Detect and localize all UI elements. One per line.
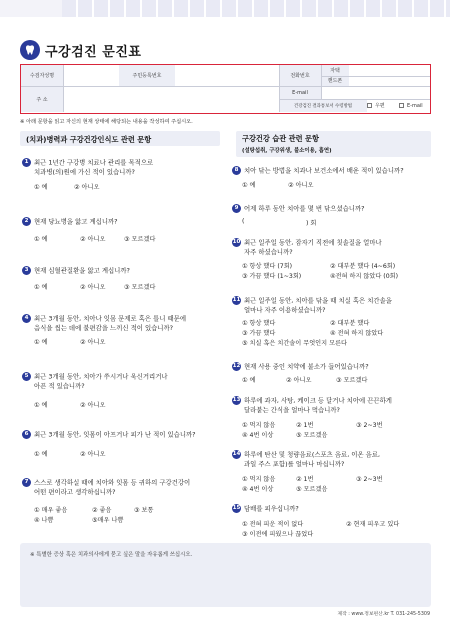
answer-option[interactable]: ③ 모르겠다	[124, 236, 156, 243]
table-divider	[321, 65, 322, 99]
question-text-cont: 얼마나 자주 이용하셨습니까?	[244, 305, 326, 314]
question-number: 7	[22, 478, 31, 487]
question-text: 현재 사용 중인 치약에 불소가 들어있습니까?	[244, 362, 369, 371]
method-mail-option[interactable]	[367, 99, 399, 112]
question-text-cont: 음식을 씹는 데에 불편감을 느끼신 적이 있습니까?	[34, 323, 174, 332]
question-text-cont: 치과병(의)원에 가신 적이 있습니까?	[34, 167, 135, 176]
question-text-cont: 달라붙는 간식을 얼마나 먹습니까?	[244, 405, 340, 414]
table-divider	[321, 76, 430, 77]
address-field[interactable]	[63, 86, 279, 112]
resident-number-field[interactable]	[175, 65, 279, 86]
question-6	[22, 430, 196, 440]
top-banner-corner	[0, 0, 62, 17]
question-number: 4	[22, 314, 31, 323]
question-15	[232, 504, 299, 514]
answer-option[interactable]: ② 아니오	[288, 182, 314, 189]
question-text: 하루에 탄산 및 청량음료(스포츠 음료, 이온 음료,	[244, 450, 381, 459]
question-text: 어제 하루 동안 치아를 몇 번 닦으셨습니까?	[244, 204, 365, 213]
examinee-name-label: 수검자성명	[21, 65, 63, 86]
answer-option[interactable]: ① 전혀 피운 적이 없다	[242, 521, 304, 528]
answer-option[interactable]: ③ 2~3번	[356, 422, 383, 429]
title-row	[20, 39, 141, 61]
tooth-icon	[20, 40, 40, 60]
table-divider	[21, 86, 430, 87]
question-number: 1	[22, 158, 31, 167]
question-13	[232, 396, 392, 415]
answer-option[interactable]: ② 아니오	[74, 184, 100, 191]
question-text: 최근 1년간 구강병 치료나 관리를 목적으로	[34, 158, 154, 167]
answer-option[interactable]: ② 아니오	[80, 284, 106, 291]
answer-option[interactable]: ② 아니오	[80, 236, 106, 243]
question-9	[232, 204, 365, 214]
question-14	[232, 450, 380, 469]
answer-option[interactable]: ② 좋음	[92, 507, 112, 514]
resident-number-label: 주민등록번호	[119, 65, 175, 86]
question-text: 하루에 과자, 사탕, 케이크 등 달거나 치아에 끈끈하게	[244, 396, 392, 405]
answer-option[interactable]: ② 대부분 했다 (4~6회)	[330, 263, 396, 270]
question-number: 8	[232, 166, 241, 175]
answer-option[interactable]: ② 대부분 했다	[330, 320, 370, 327]
examinee-name-field[interactable]	[63, 65, 119, 86]
phone-mobile-field[interactable]	[349, 76, 432, 87]
question-number: 13	[232, 397, 241, 403]
question-text-cont: 어떤 편이라고 생각하십니까?	[34, 487, 116, 496]
answer-option[interactable]: ⑤ 모르겠음	[296, 432, 328, 439]
answer-option[interactable]: ③ 가끔 했다	[242, 330, 276, 337]
answer-option[interactable]: ① 예	[34, 451, 48, 458]
question-number: 9	[232, 204, 241, 213]
answer-option[interactable]: ② 1번	[296, 422, 314, 429]
question-7	[22, 478, 190, 497]
answer-option[interactable]: ① 예	[34, 284, 48, 291]
instruction-note: ※ 아래 문항을 읽고 자신의 현재 상태에 해당되는 내용을 작성하여 주십시오.	[20, 119, 193, 125]
answer-option[interactable]: ① 항상 했다	[242, 320, 276, 327]
answer-option[interactable]: ③ 모르겠다	[336, 377, 368, 384]
question-text-cont: 아픈 적 있습니까?	[34, 381, 85, 390]
phone-mobile-label: 핸드폰	[321, 76, 349, 87]
answer-paren-open: (	[242, 218, 245, 225]
question-4	[22, 314, 186, 333]
table-divider	[279, 65, 280, 112]
question-number: 11	[232, 297, 241, 303]
result-method-label: 건강검진 결과통보서 수령방법	[279, 99, 367, 112]
answer-option[interactable]: ⑤매우 나쁨	[92, 517, 124, 524]
phone-home-label: 자택	[321, 65, 349, 76]
question-text: 최근 3개월 동안, 치아나 잇몸 문제로 혹은 틀니 때문에	[34, 314, 186, 323]
question-text: 최근 3개월 동안, 잇몸이 아프거나 피가 난 적이 있습니까?	[34, 430, 196, 439]
answer-option[interactable]: ⑤ 치실 혹은 치간솔이 무엇인지 모른다	[242, 340, 348, 347]
question-12	[232, 362, 369, 372]
question-11	[232, 296, 392, 315]
question-number: 14	[232, 451, 241, 457]
question-5	[22, 372, 168, 391]
answer-option[interactable]: ② 아니오	[80, 451, 106, 458]
question-text: 최근 3개월 동안, 치아가 쑤시거나 욱신거리거나	[34, 372, 168, 381]
method-mail-label: 우편	[375, 103, 385, 109]
question-number: 5	[22, 372, 31, 381]
question-text-cont: 과일 주스 포함)를 얼마나 마십니까?	[244, 459, 345, 468]
question-text: 최근 일주일 동안, 치아를 닦을 때 치실 혹은 치간솔을	[244, 296, 392, 305]
answer-option[interactable]: ① 예	[34, 339, 48, 346]
phone-home-field[interactable]	[349, 65, 432, 76]
answer-option[interactable]: ① 예	[242, 182, 256, 189]
examinee-info-table	[20, 64, 431, 114]
answer-option[interactable]: ① 예	[34, 184, 48, 191]
top-banner	[0, 0, 450, 17]
method-email-label: E-mail	[407, 102, 423, 109]
right-section-title: 구강건강 습관 관련 문항	[242, 134, 319, 143]
question-text: 최근 일주일 동안, 잠자기 직전에 칫솔질을 얼마나	[244, 238, 382, 247]
answer-option[interactable]: ② 아니오	[80, 402, 106, 409]
answer-option[interactable]: ② 현재 피우고 있다	[346, 521, 400, 528]
question-1	[22, 158, 153, 177]
page-title: 구강검진 문진표	[45, 44, 142, 60]
answer-option[interactable]: ① 먹지 않음	[242, 476, 276, 483]
answer-option[interactable]: ④ 전혀 하지 않았다	[330, 330, 384, 337]
brush-count-field[interactable]	[250, 214, 306, 225]
question-text: 담배를 피우십니까?	[244, 504, 299, 513]
question-3	[22, 266, 130, 276]
left-section-title: (치과)병력과 구강건강인식도 관련 문항	[26, 135, 152, 144]
question-8	[232, 166, 404, 176]
answer-option[interactable]: ② 아니오	[80, 339, 106, 346]
address-label: 주 소	[21, 86, 63, 112]
free-comment-label: ※ 특별한 증상 혹은 치과의사에게 묻고 싶은 말을 자유롭게 쓰십시오.	[30, 552, 193, 558]
answer-option[interactable]: ④전혀 하지 않았다 (0회)	[330, 273, 399, 280]
answer-option[interactable]: ① 예	[34, 402, 48, 409]
question-text: 스스로 생각하실 때에 치아와 잇몸 등 귀하의 구강건강이	[34, 478, 191, 487]
question-10	[232, 238, 382, 257]
answer-option[interactable]: ② 1번	[296, 476, 314, 483]
question-number: 15	[232, 505, 241, 511]
answer-option[interactable]: ③ 이전에 피웠으나 끊었다	[242, 531, 314, 538]
answer-option[interactable]: ③ 모르겠다	[124, 284, 156, 291]
top-banner-stripe	[62, 0, 450, 17]
answer-option[interactable]: ① 매우 좋음	[34, 507, 68, 514]
answer-option[interactable]: ④ 4번 이상	[242, 432, 274, 439]
answer-option[interactable]: ① 항상 했다 (7회)	[242, 263, 293, 270]
answer-paren-close: ) 회	[306, 220, 317, 227]
question-number: 10	[232, 239, 241, 245]
right-section-subtitle: (설탕섭취, 구강위생, 불소이용, 흡연)	[242, 148, 332, 154]
email-label: E-mail	[279, 86, 321, 99]
question-2	[22, 217, 118, 227]
phone-label: 전화번호	[279, 65, 321, 86]
question-number: 12	[232, 363, 241, 369]
question-text: 현재 심혈관질환을 앓고 계십니까?	[34, 266, 130, 275]
question-text: 현재 당뇨병을 앓고 계십니까?	[34, 217, 118, 226]
question-number: 2	[22, 217, 31, 226]
answer-option[interactable]: ③ 2~3번	[356, 476, 383, 483]
answer-option[interactable]: ④ 나쁨	[34, 517, 54, 524]
answer-option[interactable]: ① 먹지 않음	[242, 422, 276, 429]
method-mail-checkbox[interactable]	[367, 103, 372, 108]
answer-option[interactable]: ④ 4번 이상	[242, 486, 274, 493]
question-number: 6	[22, 430, 31, 439]
question-text: 치아 닦는 방법을 치과나 보건소에서 배운 적이 있습니까?	[244, 166, 404, 175]
answer-option[interactable]: ② 아니오	[286, 377, 312, 384]
answer-option[interactable]: ③ 가끔 했다 (1~3회)	[242, 273, 302, 280]
table-divider	[279, 99, 430, 100]
question-text-cont: 자주 하셨습니까?	[244, 247, 293, 256]
answer-option[interactable]: ⑤ 모르겠음	[296, 486, 328, 493]
question-number: 3	[22, 266, 31, 275]
email-field[interactable]	[321, 86, 432, 99]
method-email-option[interactable]	[399, 99, 432, 112]
answer-option[interactable]: ③ 보통	[134, 507, 154, 514]
answer-option[interactable]: ① 예	[242, 377, 256, 384]
method-email-checkbox[interactable]	[399, 103, 404, 108]
answer-option[interactable]: ① 예	[34, 236, 48, 243]
contact-info: 제작 : www.정보편산.kr T. 031-245-5309	[337, 612, 430, 617]
table-divider	[63, 65, 64, 112]
